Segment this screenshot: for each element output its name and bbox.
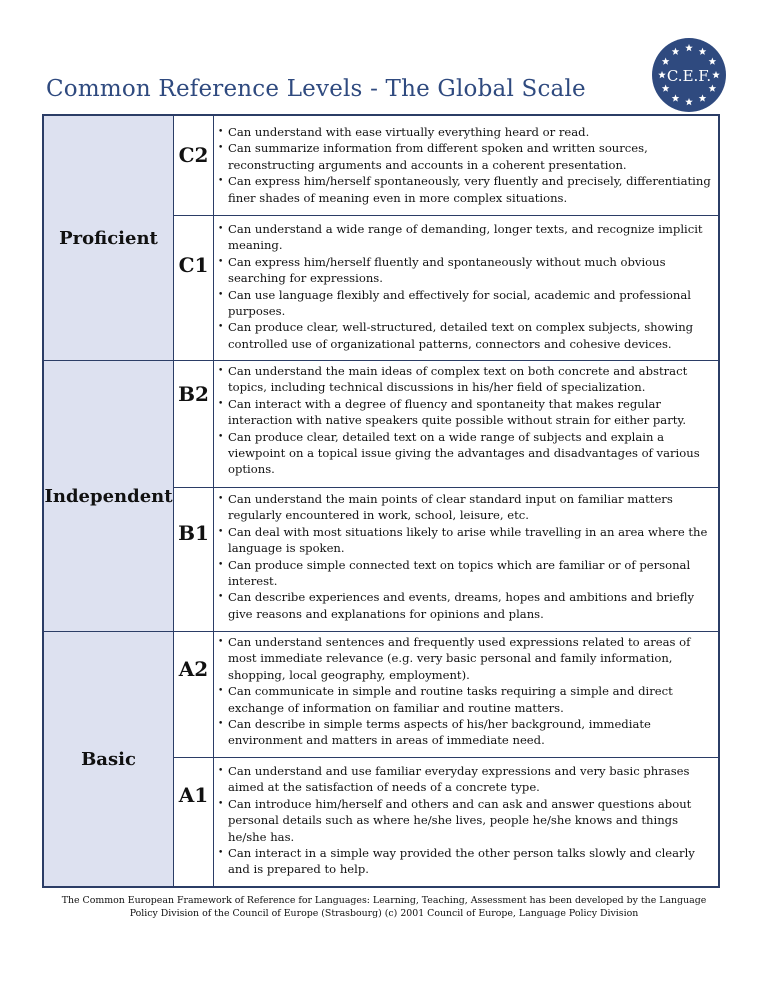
level-desc-c1 bbox=[217, 221, 717, 352]
descriptor-item: • Can communicate in simple and routine tasks requiring a simple and direct exchange of information on familiar and routine matters. bbox=[217, 683, 717, 716]
page-title: Common Reference Levels - The Global Scale bbox=[46, 76, 586, 102]
level-list bbox=[217, 363, 717, 478]
logo-text: C.E.F. bbox=[666, 67, 712, 85]
descriptor-item: • Can deal with most situations likely to arise while travelling in an area where the language is spoken. bbox=[217, 524, 717, 557]
descriptor-item: • Can express him/herself spontaneously, very fluently and precisely, differentiating finer shades of meaning even in more complex situations. bbox=[217, 173, 717, 206]
descriptor-item: • Can interact in a simple way provided the other person talks slowly and clearly and is prepared to help. bbox=[217, 845, 717, 878]
descriptor-item: • Can understand the main points of clear standard input on familiar matters regularly encountered in work, school, leisure, etc. bbox=[217, 491, 717, 524]
level-code-b1: B1 bbox=[174, 488, 214, 632]
descriptor-item: • Can describe experiences and events, dreams, hopes and ambitions and briefly give reasons and explanations for opinions and plans. bbox=[217, 589, 717, 622]
descriptor-item: • Can understand with ease virtually everything heard or read. bbox=[217, 124, 717, 140]
level-code-c2: C2 bbox=[174, 116, 214, 215]
descriptor-item: • Can produce clear, detailed text on a wide range of subjects and explain a viewpoint on a topical issue giving the advantages and disadvantages of various options. bbox=[217, 429, 717, 478]
divider bbox=[174, 215, 718, 216]
descriptor-item: • Can interact with a degree of fluency and spontaneity that makes regular interaction with native speakers quite possible without strain for either party. bbox=[217, 396, 717, 429]
descriptor-item: • Can express him/herself fluently and spontaneously without much obvious searching for expressions. bbox=[217, 254, 717, 287]
cef-logo bbox=[651, 37, 727, 113]
group-basic: Basic bbox=[44, 632, 174, 886]
level-code-c1: C1 bbox=[174, 216, 214, 361]
divider bbox=[174, 757, 718, 758]
level-code-b2: B2 bbox=[174, 361, 214, 488]
divider bbox=[174, 487, 718, 488]
level-desc-a2 bbox=[217, 634, 717, 749]
level-list bbox=[217, 634, 717, 749]
level-desc-a1 bbox=[217, 763, 717, 878]
level-list bbox=[217, 491, 717, 622]
level-list bbox=[217, 221, 717, 352]
descriptor-item: • Can understand and use familiar everyday expressions and very basic phrases aimed at the satisfaction of needs of a concrete type. bbox=[217, 763, 717, 796]
footer-line: The Common European Framework of Reference for Languages: Learning, Teaching, Assessment has been developed by the Language bbox=[61, 895, 707, 906]
level-list bbox=[217, 763, 717, 878]
footer-line: Policy Division of the Council of Europe (Strasbourg) (c) 2001 Council of Europe, Language Policy Division bbox=[129, 908, 639, 919]
group-independent: Independent bbox=[44, 361, 174, 632]
descriptor-item: • Can understand the main ideas of complex text on both concrete and abstract topics, including technical discussions in his/her field of specialization. bbox=[217, 363, 717, 396]
descriptor-item: • Can understand a wide range of demanding, longer texts, and recognize implicit meaning. bbox=[217, 221, 717, 254]
descriptor-item: • Can produce simple connected text on topics which are familiar or of personal interest. bbox=[217, 557, 717, 590]
descriptor-item: • Can understand sentences and frequently used expressions related to areas of most immediate relevance (e.g. very basic personal and family information, shopping, local geography, employment). bbox=[217, 634, 717, 683]
descriptor-item: • Can describe in simple terms aspects of his/her background, immediate environment and matters in areas of immediate need. bbox=[217, 716, 717, 749]
level-desc-b1 bbox=[217, 491, 717, 622]
level-code-a1: A1 bbox=[174, 758, 214, 886]
descriptor-item: • Can produce clear, well-structured, detailed text on complex subjects, showing controlled use of organizational patterns, connectors and cohesive devices. bbox=[217, 319, 717, 352]
level-desc-c2 bbox=[217, 124, 717, 206]
levels-table bbox=[42, 114, 720, 888]
group-proficient: Proficient bbox=[44, 116, 174, 361]
level-code-a2: A2 bbox=[174, 632, 214, 758]
descriptor-item: • Can introduce him/herself and others and can ask and answer questions about personal details such as where he/she lives, people he/she knows and things he/she has. bbox=[217, 796, 717, 845]
footer-credit bbox=[44, 894, 724, 920]
descriptor-item: • Can use language flexibly and effectively for social, academic and professional purposes. bbox=[217, 287, 717, 320]
level-list bbox=[217, 124, 717, 206]
descriptor-item: • Can summarize information from different spoken and written sources, reconstructing arguments and accounts in a coherent presentation. bbox=[217, 140, 717, 173]
level-desc-b2 bbox=[217, 363, 717, 478]
